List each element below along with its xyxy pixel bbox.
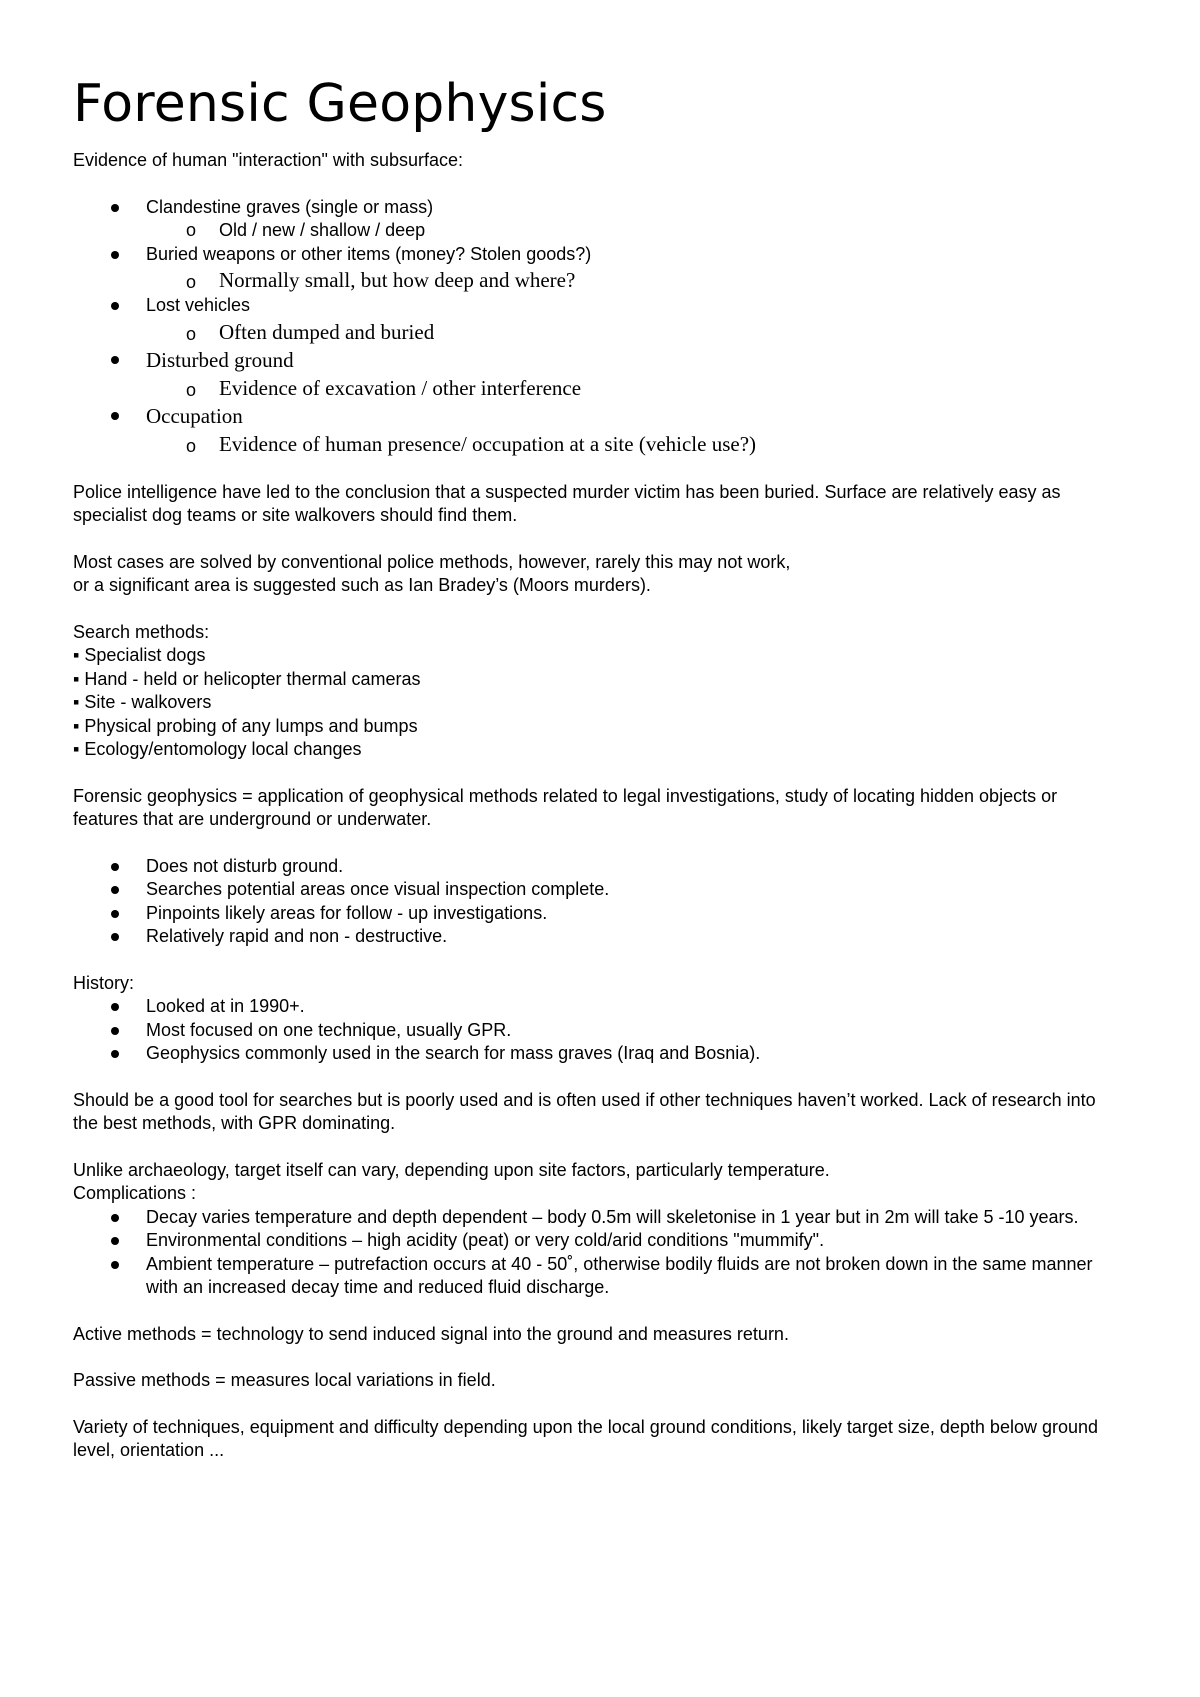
list-item: Does not disturb ground. (73, 855, 1120, 879)
history-list (73, 995, 1120, 1066)
list-item (73, 243, 1120, 295)
list-item: Searches potential areas once visual inspection complete. (73, 878, 1120, 902)
search-method-item: ▪ Site - walkovers (73, 692, 212, 712)
paragraph-passive: Passive methods = measures local variations in field. (73, 1370, 496, 1390)
search-method-item: ▪ Ecology/entomology local changes (73, 739, 362, 759)
complications-heading: Complications : (73, 1183, 197, 1203)
paragraph-cases-line-1: Most cases are solved by conventional police methods, however, rarely this may not work, (73, 551, 791, 572)
list-item: Pinpoints likely areas for follow - up investigations. (73, 902, 1120, 926)
list-item: Ambient temperature – putrefaction occurs at 40 - 50˚, otherwise bodily fluids are not broken down in the same manner with an increased decay time and reduced fluid discharge. (73, 1253, 1120, 1300)
spacer (73, 528, 1120, 551)
sub-list-item: o Often dumped and buried (146, 318, 1120, 346)
search-method-item: ▪ Hand - held or helicopter thermal cameras (73, 668, 421, 689)
history-heading: History: (73, 972, 135, 993)
list-item: Decay varies temperature and depth dependent – body 0.5m will skeletonise in 1 year but in 2m will take 5 -10 years. (73, 1206, 1120, 1230)
spacer (73, 832, 1120, 855)
intro-text: Evidence of human "interaction" with subsurface: (73, 150, 463, 170)
paragraph-active: Active methods = technology to send induced signal into the ground and measures return. (73, 1323, 789, 1344)
list-item: Geophysics commonly used in the search for mass graves (Iraq and Bosnia). (73, 1042, 1120, 1066)
list-item: Relatively rapid and non - destructive. (73, 925, 1120, 949)
spacer (73, 598, 1120, 621)
paragraph-tool: Should be a good tool for searches but is poorly used and is often used if other techniques haven’t worked. Lack of research into the best methods, with GPR dominating. (73, 1089, 1096, 1133)
sub-list-item: o Evidence of excavation / other interference (146, 374, 1120, 402)
search-methods-heading: Search methods: (73, 621, 210, 642)
spacer (73, 1066, 1120, 1089)
list-item-label: Buried weapons or other items (money? Stolen goods?) (146, 243, 592, 264)
sub-list-item: o Old / new / shallow / deep (146, 219, 1120, 243)
list-item-label: Disturbed ground (146, 347, 294, 372)
paragraph-definition: Forensic geophysics = application of geophysical methods related to legal investigations, study of locating hidden objects or features that are underground or underwater. (73, 785, 1058, 829)
search-method-item: ▪ Physical probing of any lumps and bumps (73, 715, 418, 736)
list-item (73, 196, 1120, 243)
spacer (73, 949, 1120, 972)
paragraph-cases-line-2: or a significant area is suggested such as Ian Bradey’s (Moors murders). (73, 575, 651, 595)
complications-list (73, 1206, 1120, 1300)
spacer (73, 458, 1120, 481)
spacer (73, 1346, 1120, 1369)
benefits-list (73, 855, 1120, 949)
list-item: Looked at in 1990+. (73, 995, 1120, 1019)
paragraph-unlike: Unlike archaeology, target itself can vary, depending upon site factors, particularly temperature. (73, 1159, 830, 1180)
list-item-label: Occupation (146, 403, 243, 428)
spacer (73, 1136, 1120, 1159)
evidence-list (73, 196, 1120, 458)
sub-list-item: o Evidence of human presence/ occupation at a site (vehicle use?) (146, 430, 1120, 458)
list-item: Environmental conditions – high acidity (peat) or very cold/arid conditions "mummify". (73, 1229, 1120, 1253)
paragraph-police: Police intelligence have led to the conclusion that a suspected murder victim has been buried. Surface are relatively easy as specialist dog teams or site walkovers should find them. (73, 481, 1061, 525)
list-item-label: Lost vehicles (146, 295, 251, 315)
spacer (73, 1300, 1120, 1323)
paragraph-variety: Variety of techniques, equipment and difficulty depending upon the local ground conditions, likely target size, depth below ground level, orientation ... (73, 1416, 1099, 1460)
list-item (73, 294, 1120, 346)
list-item (73, 402, 1120, 458)
list-item-label: Clandestine graves (single or mass) (146, 196, 434, 217)
spacer (73, 1393, 1120, 1416)
page-title: Forensic Geophysics (73, 74, 607, 134)
list-item: Most focused on one technique, usually GPR. (73, 1019, 1120, 1043)
list-item (73, 346, 1120, 402)
sub-list-item: o Normally small, but how deep and where? (146, 266, 1120, 294)
search-method-item: ▪ Specialist dogs (73, 645, 206, 665)
spacer (73, 762, 1120, 785)
spacer (73, 173, 1120, 196)
